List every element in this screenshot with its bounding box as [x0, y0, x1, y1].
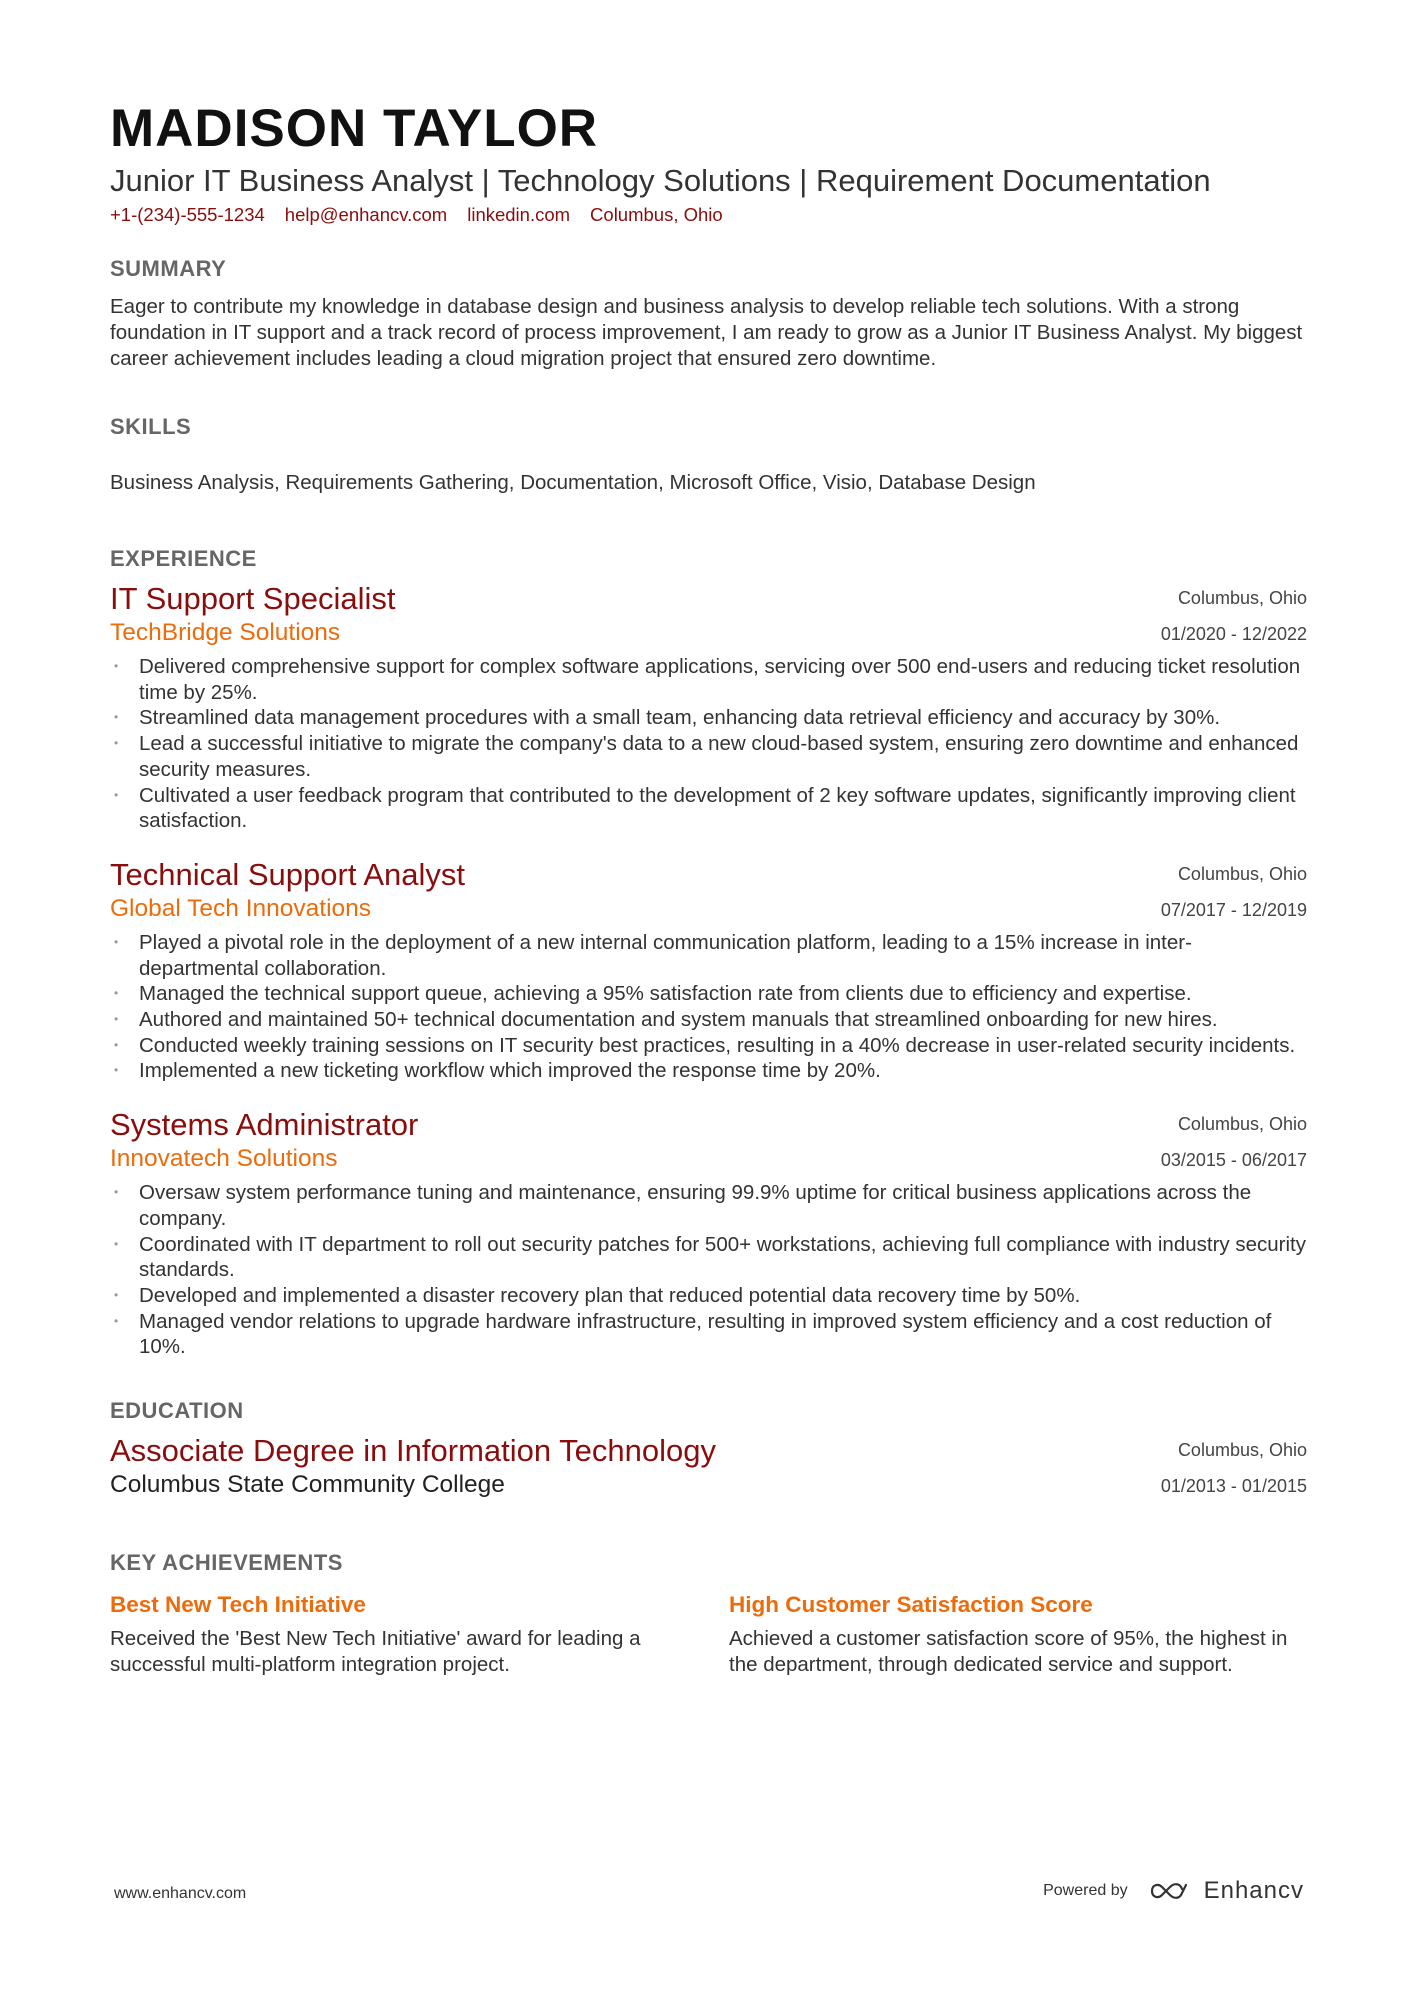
- job-title: IT Support Specialist: [110, 581, 396, 616]
- education-entry: [110, 1432, 1307, 1500]
- list-item: • Developed and implemented a disaster recovery plan that reduced potential data recovery time by 50%.: [110, 1283, 1307, 1309]
- job-entry: [110, 1106, 1307, 1360]
- education-dates: 01/2013 - 01/2015: [1160, 1476, 1307, 1497]
- website-link[interactable]: www.enhancv.com: [114, 1885, 247, 1902]
- summary-section: [110, 256, 1307, 372]
- brand-name: Enhancv: [1203, 1877, 1304, 1904]
- list-item: • Authored and maintained 50+ technical documentation and system manuals that streamlined onboarding for new hires.: [110, 1007, 1307, 1033]
- powered-by-label: Powered by: [1043, 1882, 1128, 1899]
- job-dates: 03/2015 - 06/2017: [1160, 1150, 1307, 1171]
- section-title: KEY ACHIEVEMENTS: [110, 1550, 343, 1576]
- job-entry: [110, 856, 1307, 1084]
- candidate-tagline: Junior IT Business Analyst | Technology Solutions | Requirement Documentation: [110, 163, 1211, 198]
- education-meta: [1161, 1432, 1307, 1504]
- list-item: • Lead a successful initiative to migrate the company's data to a new cloud-based system, ensuring zero downtime and enhanced security measures.: [110, 731, 1307, 782]
- job-bullets: [110, 1180, 1307, 1360]
- brand-logo[interactable]: [1148, 1877, 1304, 1905]
- list-item: • Managed the technical support queue, achieving a 95% satisfaction rate from clients due to efficiency and expertise.: [110, 981, 1307, 1007]
- company-name: TechBridge Solutions: [110, 619, 341, 646]
- skills-section: [110, 414, 1307, 496]
- education-location: Columbus, Ohio: [1177, 1440, 1307, 1461]
- company-name: Global Tech Innovations: [110, 894, 372, 922]
- list-item: • Streamlined data management procedures with a small team, enhancing data retrieval efficiency and accuracy by 30%.: [110, 705, 1307, 731]
- location-text: Columbus, Ohio: [590, 204, 723, 225]
- job-location: Columbus, Ohio: [1177, 1114, 1307, 1135]
- summary-text: Eager to contribute my knowledge in database design and business analysis to develop reliable tech solutions. With a strong foundation in IT support and a track record of process improvement, I am ready to grow as a Junior IT Business Analyst. My biggest career achievement includes leading a cloud migration project that ensured zero downtime.: [110, 295, 1303, 370]
- job-location: Columbus, Ohio: [1177, 863, 1307, 884]
- list-item: • Coordinated with IT department to roll out security patches for 500+ workstations, achieving full compliance with industry security standards.: [110, 1232, 1307, 1283]
- resume-page: [110, 100, 1307, 1678]
- job-bullets: [110, 930, 1307, 1084]
- enhancv-logo-icon: [1148, 1879, 1194, 1903]
- achievement-item: [729, 1590, 1294, 1678]
- candidate-name: MADISON TAYLOR: [110, 99, 599, 158]
- list-item: • Oversaw system performance tuning and maintenance, ensuring 99.9% uptime for critical business applications across the company.: [110, 1180, 1307, 1231]
- job-location: Columbus, Ohio: [1177, 588, 1307, 608]
- achievement-desc: Received the 'Best New Tech Initiative' award for leading a successful multi-platform integration project.: [110, 1627, 641, 1677]
- achievement-title: High Customer Satisfaction Score: [729, 1592, 1093, 1618]
- skills-text: Business Analysis, Requirements Gathering, Documentation, Microsoft Office, Visio, Database Design: [110, 471, 1036, 494]
- job-bullets: [110, 654, 1307, 834]
- job-entry: [110, 580, 1307, 834]
- list-item: • Implemented a new ticketing workflow which improved the response time by 20%.: [110, 1058, 1307, 1084]
- education-section: [110, 1398, 1307, 1500]
- powered-by: [1043, 1877, 1304, 1905]
- achievement-title: Best New Tech Initiative: [110, 1592, 366, 1618]
- phone-link[interactable]: +1-(234)-555-1234: [110, 204, 265, 225]
- job-title: Systems Administrator: [110, 1107, 419, 1143]
- contact-info: [110, 204, 1307, 226]
- list-item: • Delivered comprehensive support for complex software applications, servicing over 500 end-users and reducing ticket resolution time by 25%.: [110, 654, 1307, 705]
- achievements-section: [110, 1550, 1307, 1678]
- section-title: SUMMARY: [110, 256, 227, 281]
- email-link[interactable]: help@enhancv.com: [284, 204, 448, 225]
- list-item: • Conducted weekly training sessions on IT security best practices, resulting in a 40% decrease in user-related security incidents.: [110, 1033, 1307, 1059]
- list-item: • Cultivated a user feedback program that contributed to the development of 2 key software updates, significantly improving client satisfaction.: [110, 783, 1307, 834]
- experience-section: [110, 546, 1307, 1360]
- job-title: Technical Support Analyst: [110, 856, 465, 892]
- job-meta: [1161, 1106, 1307, 1178]
- achievement-item: [110, 1590, 675, 1678]
- achievements-grid: [110, 1590, 1307, 1678]
- linkedin-link[interactable]: linkedin.com: [467, 204, 571, 225]
- list-item: • Managed vendor relations to upgrade hardware infrastructure, resulting in improved system efficiency and a cost reduction of 10%.: [110, 1309, 1307, 1360]
- section-title: EDUCATION: [110, 1398, 244, 1424]
- section-title: EXPERIENCE: [110, 546, 257, 571]
- job-meta: [1161, 856, 1307, 928]
- list-item: • Played a pivotal role in the deployment of a new internal communication platform, leading to a 15% increase in inter-departmental collaboration.: [110, 930, 1307, 981]
- school-name: Columbus State Community College: [110, 1471, 505, 1499]
- job-dates: 07/2017 - 12/2019: [1160, 899, 1307, 920]
- company-name: Innovatech Solutions: [110, 1145, 338, 1173]
- job-meta: [1161, 580, 1307, 652]
- achievement-desc: Achieved a customer satisfaction score of 95%, the highest in the department, through dedicated service and support.: [729, 1627, 1288, 1677]
- section-title: SKILLS: [110, 414, 192, 439]
- job-dates: 01/2020 - 12/2022: [1160, 624, 1307, 644]
- degree-title: Associate Degree in Information Technology: [110, 1433, 716, 1469]
